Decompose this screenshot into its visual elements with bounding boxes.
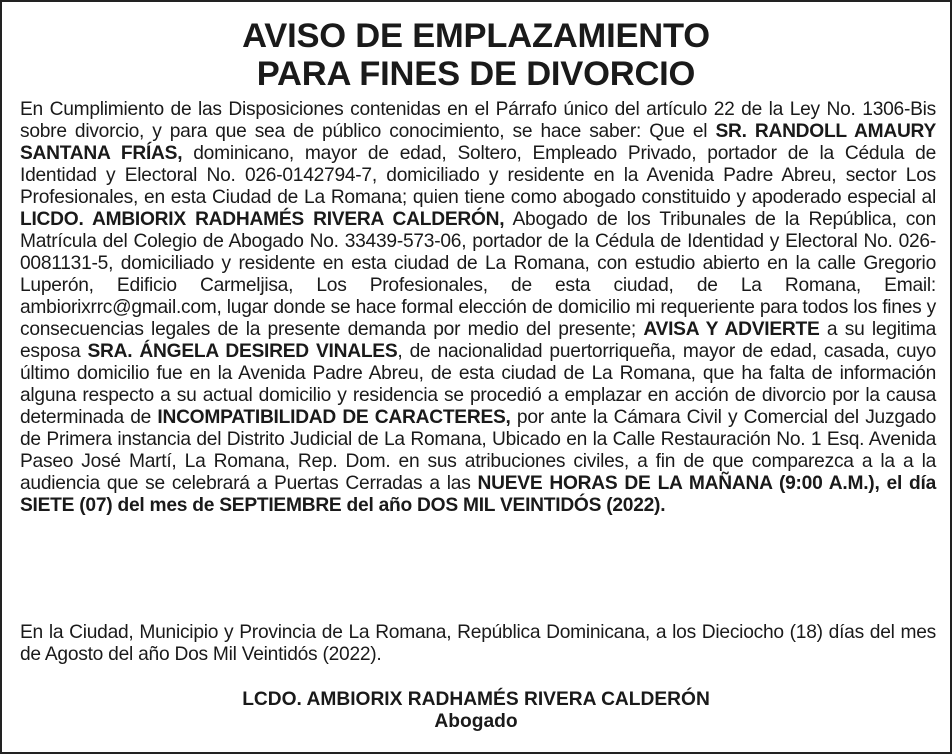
body-text-run: En Cumplimiento de las Disposiciones contenidas en el Párrafo único del artículo 22 de la Ley No. 1306-Bis sobre divorcio, y para que sea de público conocimiento, se hace saber: Que el xyxy=(20,99,936,142)
notice-body-paragraph xyxy=(20,99,936,517)
signature-role: Abogado xyxy=(434,711,518,732)
body-text-run: por ante la Cámara Civil y Comercial del Juzgado de Primera instancia del Distrito Judicial de La Romana, Ubicado en la Calle Restauración No. 1 Esq. Avenida Paseo José Martí, La Romana, Rep. Dom. en sus atribuciones civiles, a fin de que comparezca a la a la audiencia que se celebrará a Puertas Cerradas a las xyxy=(20,407,937,494)
body-text-run: , de nacionalidad puertorriqueña, mayor de edad, casada, cuyo último domicilio fue en la Avenida Padre Abreu, de esta ciudad de La Romana, que ha falta de información alguna respecto a su actual domicilio y residencia se procedió a emplazar en acción de divorcio por la causa determinada de xyxy=(20,341,937,428)
divorce-cause: INCOMPATIBILIDAD DE CARACTERES, xyxy=(157,407,511,428)
notice-title-line-1: AVISO DE EMPLAZAMIENTO xyxy=(242,17,710,55)
body-text-run: dominicano, mayor de edad, Soltero, Empleado Privado, portador de la Cédula de Identidad y Electoral No. 026-0142794-7, domiciliado y residente en la Avenida Padre Abreu, sector Los Profesionales, en esta Ciudad de La Romana; quien tiene como abogado constituido y apoderado especial al xyxy=(20,143,937,208)
body-text-run: a su legitima esposa xyxy=(20,319,936,362)
notice-title-line-2: PARA FINES DE DIVORCIO xyxy=(256,55,696,93)
plaintiff-name: SR. RANDOLL AMAURY SANTANA FRÍAS, xyxy=(20,121,936,164)
body-text-run: Abogado de los Tribunales de la República, con Matrícula del Colegio de Abogado No. 33439-573-06, portador de la Cédula de Identidad y Electoral No. 026-0081131-5, domiciliado y residente en esta ciudad de La Romana, con estudio abierto en la calle Gregorio Luperón, Edificio Carmeljisa, Los Profesionales, de esta ciudad, de La Romana, Email: ambiorixrrc@gmail.com, lugar donde se hace formal elección de domicilio mi requeriente para todos los fines y consecuencias legales de la presente demanda por medio del presente; xyxy=(20,209,936,340)
notice-closing-paragraph: En la Ciudad, Municipio y Provincia de La Romana, República Dominicana, a los Dieciocho (18) días del mes de Agosto del año Dos Mil Veintidós (2022). xyxy=(20,622,936,665)
hearing-date-time: NUEVE HORAS DE LA MAÑANA (9:00 A.M.), el día SIETE (07) del mes de SEPTIEMBRE del año DOS MIL VEINTIDÓS (2022). xyxy=(20,473,936,516)
signature-name: LCDO. AMBIORIX RADHAMÉS RIVERA CALDERÓN xyxy=(242,689,710,710)
defendant-name: SRA. ÁNGELA DESIRED VINALES xyxy=(87,341,398,362)
notice-warning-phrase: AVISA Y ADVIERTE xyxy=(643,319,820,340)
attorney-name: LICDO. AMBIORIX RADHAMÉS RIVERA CALDERÓN, xyxy=(20,209,505,230)
